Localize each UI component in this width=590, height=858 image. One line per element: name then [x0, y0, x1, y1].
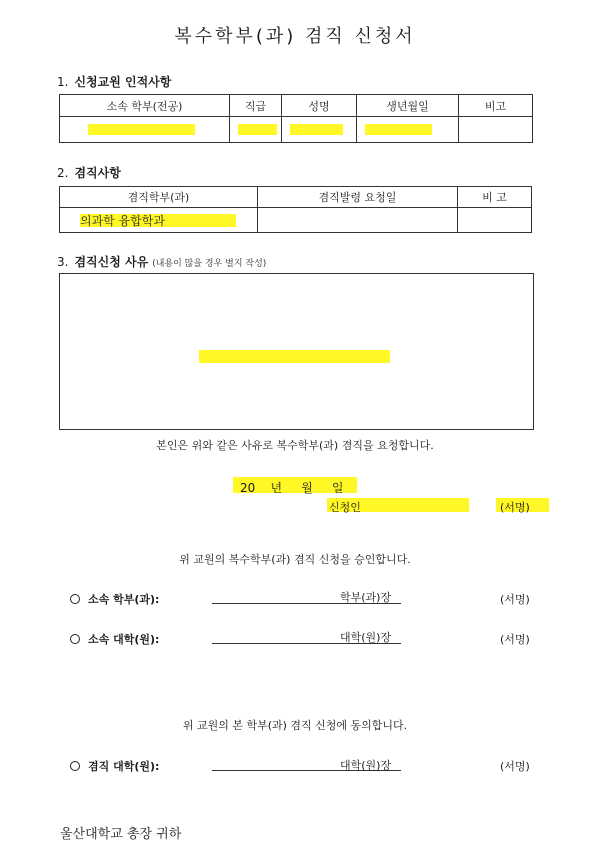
highlight-reason: [199, 350, 390, 363]
cell-remarks[interactable]: [459, 117, 533, 143]
approval-role-2: 대학(원)장: [340, 631, 392, 644]
approval-label-1: 소속 학부(과):: [88, 593, 160, 606]
approval-row-1: [70, 591, 159, 607]
header-birthdate: 생년월일: [357, 95, 459, 117]
header-concurrent-dept: 겸직학부(과): [60, 187, 258, 208]
applicant-label: 신청인: [329, 501, 361, 514]
header-name: 성명: [282, 95, 357, 117]
section1-title: 신청교원 인적사항: [74, 75, 172, 89]
approval-sign-1: (서명): [500, 593, 530, 606]
approval-label-2: 소속 대학(원):: [88, 633, 160, 646]
circle-bullet-icon: [70, 634, 80, 644]
section3-title: 겸직신청 사유: [74, 255, 149, 269]
highlight-birthdate: [365, 124, 432, 135]
personal-info-table: [59, 94, 533, 143]
approval-role-1: 학부(과)장: [340, 591, 392, 604]
section3-number: 3.: [57, 255, 69, 269]
header-department: 소속 학부(전공): [60, 95, 230, 117]
cell-request-date[interactable]: [258, 208, 458, 233]
form-title: 복수학부(과) 겸직 신청서: [174, 26, 416, 47]
highlight-name: [290, 124, 343, 135]
concurrent-dept-value: 의과학 융합학과: [80, 213, 165, 228]
section2-number: 2.: [57, 166, 69, 180]
highlight-rank: [238, 124, 277, 135]
approval-row-2: [70, 631, 159, 647]
section3-heading: [57, 253, 266, 270]
section1-heading: [57, 73, 171, 90]
footer-addressee: 울산대학교 총장 귀하: [60, 827, 182, 842]
consent-row: [70, 758, 159, 774]
request-statement: 본인은 위와 같은 사유로 복수학부(과) 겸직을 요청합니다.: [156, 439, 434, 452]
consent-role: 대학(원)장: [340, 759, 392, 772]
section3-note: (내용이 많을 경우 별지 작성): [152, 259, 267, 269]
applicant-sign: (서명): [500, 501, 530, 514]
header-remarks2: 비 고: [458, 187, 532, 208]
header-remarks: 비고: [459, 95, 533, 117]
circle-bullet-icon: [70, 594, 80, 604]
approval-sign-2: (서명): [500, 633, 530, 646]
consent-statement: 위 교원의 본 학부(과) 겸직 신청에 동의합니다.: [182, 719, 408, 732]
date-line: 20 년 월 일: [240, 481, 344, 495]
section2-heading: [57, 164, 121, 181]
concurrent-position-table: [59, 186, 532, 233]
highlight-department: [88, 124, 195, 135]
circle-bullet-icon: [70, 761, 80, 771]
section1-number: 1.: [57, 75, 69, 89]
approval-statement: 위 교원의 복수학부(과) 겸직 신청을 승인합니다.: [179, 553, 411, 566]
cell-remarks2[interactable]: [458, 208, 532, 233]
consent-sign: (서명): [500, 760, 530, 773]
header-request-date: 겸직발령 요청일: [258, 187, 458, 208]
header-rank: 직급: [230, 95, 282, 117]
consent-label: 겸직 대학(원):: [88, 760, 160, 773]
section2-title: 겸직사항: [74, 166, 121, 180]
cell-concurrent-dept[interactable]: [60, 208, 258, 233]
